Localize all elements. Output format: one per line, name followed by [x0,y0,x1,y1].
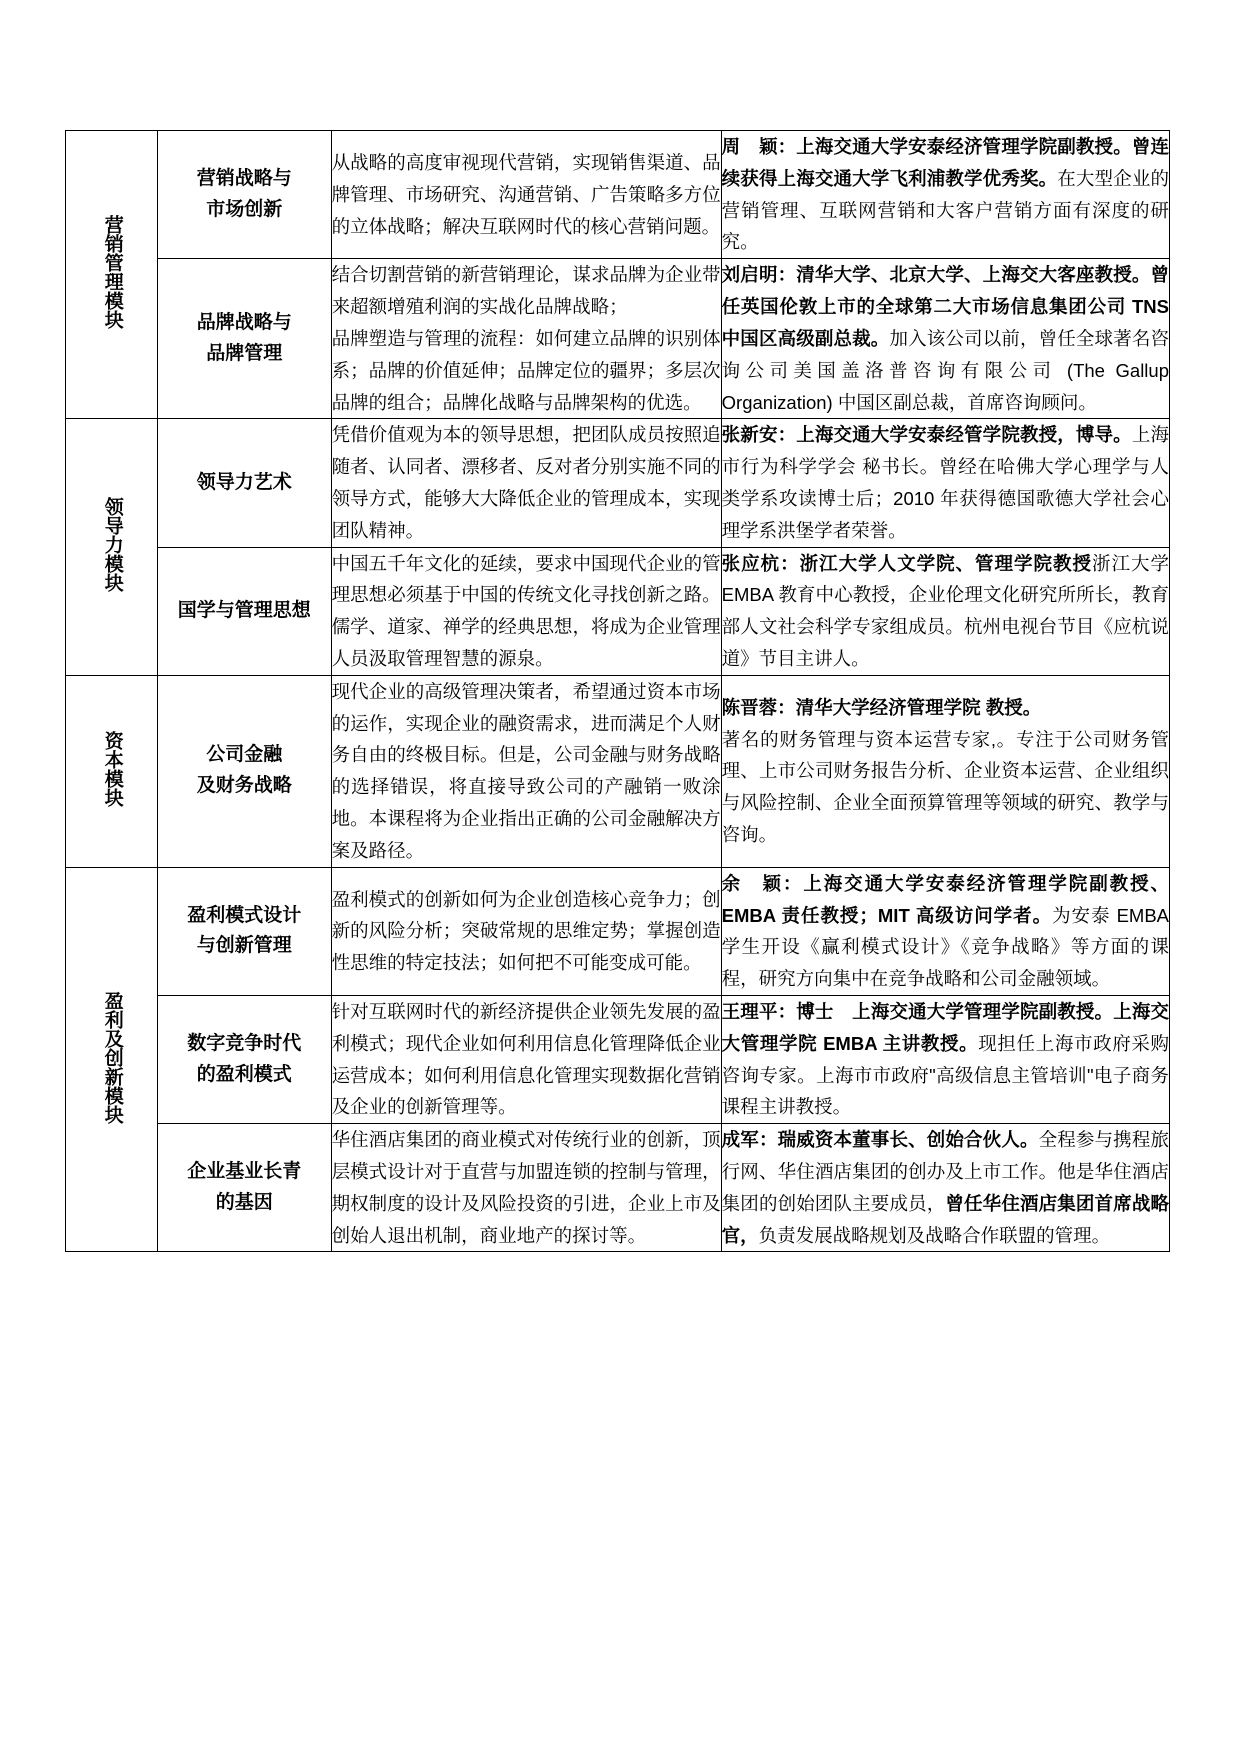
teacher-lead: 陈晋蓉：清华大学经济管理学院 教授。 [721,696,1042,718]
course-description: 结合切割营销的新营销理论，谋求品牌为企业带来超额增殖利润的实战化品牌战略； 品牌塑造与管理的流程：如何建立品牌的识别体系；品牌的价值延伸；品牌定位的疆界；多层次品牌的组合；品牌化战略与品牌架构的优选。 [331,264,721,413]
module-name-cell-leadership [66,419,158,676]
teacher-body-bold-2: 曾任华住酒店集团首席战略官， [721,1192,1169,1246]
table-row [66,1124,1170,1252]
teacher-body: 现担任上海市政府采购咨询专家。上海市市政府"高级信息主管培训"电子商务课程主讲教授。 [721,1032,1169,1118]
teacher-bio-cell [721,995,1169,1123]
teacher-body-part-2: 负责发展战略规划及战略合作联盟的管理。 [758,1224,1111,1246]
course-description: 从战略的高度审视现代营销，实现销售渠道、品牌管理、市场研究、沟通营销、广告策略多方位的立体战略；解决互联网时代的核心营销问题。 [331,151,721,237]
course-description-cell [331,1124,721,1252]
course-description-cell [331,547,721,675]
table-row [66,547,1170,675]
course-description-cell [331,259,721,419]
course-title-cell [157,867,331,995]
teacher-bio-cell [721,259,1169,419]
module-name-cell-profit [66,867,158,1252]
course-title: 领导力艺术 [196,471,292,493]
module-label: 资本模块 [101,730,123,807]
course-title-cell [157,1124,331,1252]
module-name-cell-capital [66,675,158,867]
course-title: 营销战略与 市场创新 [196,167,292,220]
course-description-cell [331,867,721,995]
module-name-cell-marketing [66,131,158,419]
teacher-lead: 成军：瑞威资本董事长、创始合伙人。 [721,1129,1039,1151]
course-title: 品牌战略与 品牌管理 [196,312,292,364]
module-label: 领导力模块 [101,497,123,593]
course-title-cell [157,547,331,675]
course-title-cell [157,131,331,259]
course-title: 企业基业长青 的基因 [187,1161,302,1213]
module-label: 营销管理模块 [101,215,123,330]
course-description-cell [331,995,721,1123]
teacher-body: 上海市行为科学学会 秘书长。曾经在哈佛大学心理学与人类学系攻读博士后；2010 年获得德国歌德大学社会心理学系洪堡学者荣誉。 [721,424,1169,541]
teacher-lead: 周 颖：上海交通大学安泰经济管理学院副教授。曾连续获得上海交通大学飞利浦教学优秀奖。 [721,136,1169,189]
course-title-cell [157,995,331,1123]
course-description: 针对互联网时代的新经济提供企业领先发展的盈利模式；现代企业如何利用信息化管理降低企业运营成本；如何利用信息化管理实现数据化营销及企业的创新管理等。 [331,1000,721,1118]
teacher-bio-cell [721,547,1169,675]
course-title-cell [157,419,331,547]
table-row [66,419,1170,547]
course-title: 盈利模式设计 与创新管理 [187,904,302,957]
teacher-lead: 王理平：博士 上海交通大学管理学院副教授。上海交大管理学院 EMBA 主讲教授。 [721,1000,1169,1054]
curriculum-table [65,130,1170,1252]
course-title: 公司金融 及财务战略 [196,744,292,797]
table-row [66,995,1170,1123]
course-description-cell [331,675,721,867]
table-row [66,867,1170,995]
module-label: 盈利及创新模块 [101,990,123,1124]
teacher-body: 为安泰 EMBA 学生开设《赢利模式设计》《竞争战略》等方面的课程，研究方向集中在竞争战略和公司金融领域。 [721,904,1169,990]
course-title: 国学与管理思想 [177,599,311,621]
teacher-bio-cell [721,1124,1169,1252]
course-description-cell [331,131,721,259]
teacher-bio-cell [721,419,1169,547]
teacher-bio-cell [721,867,1169,995]
course-title-cell [157,259,331,419]
teacher-lead: 张新安：上海交通大学安泰经管学院教授，博导。 [721,424,1132,446]
teacher-body: 在大型企业的营销管理、互联网营销和大客户营销方面有深度的研究。 [721,167,1169,253]
teacher-lead: 张应杭：浙江大学人文学院、管理学院教授 [721,552,1092,574]
course-description: 凭借价值观为本的领导思想，把团队成员按照追随者、认同者、漂移者、反对者分别实施不同的领导方式，能够大大降低企业的管理成本，实现团队精神。 [331,424,721,541]
course-description: 中国五千年文化的延续，要求中国现代企业的管理思想必须基于中国的传统文化寻找创新之路。儒学、道家、禅学的经典思想，将成为企业管理人员汲取管理智慧的源泉。 [331,552,721,669]
teacher-bio-cell [721,675,1169,867]
teacher-lead: 刘启明：清华大学、北京大学、上海交大客座教授。曾任英国伦敦上市的全球第二大市场信息集团公司 TNS 中国区高级副总裁。 [721,264,1169,349]
teacher-body: 加入该公司以前，曾任全球著名咨询公司美国盖洛普咨询有限公司 (The Gallup Organization) 中国区副总裁，首席咨询顾问。 [721,327,1169,413]
teacher-lead: 余 颖：上海交通大学安泰经济管理学院副教授、EMBA 责任教授；MIT 高级访问学者。 [721,872,1169,926]
course-description: 盈利模式的创新如何为企业创造核心竞争力；创新的风险分析；突破常规的思维定势；掌握创造性思维的特定技法；如何把不可能变成可能。 [331,888,721,974]
teacher-body: 著名的财务管理与资本运营专家,。专注于公司财务管理、上市公司财务报告分析、企业资本运营、企业组织与风险控制、企业全面预算管理等领域的研究、教学与咨询。 [721,728,1169,845]
course-description: 华住酒店集团的商业模式对传统行业的创新，顶层模式设计对于直营与加盟连锁的控制与管理，期权制度的设计及风险投资的引进，企业上市及创始人退出机制，商业地产的探讨等。 [331,1129,721,1246]
teacher-body-part-1: 全程参与携程旅行网、华住酒店集团的创办及上市工作。他是华住酒店集团的创始团队主要成员， [721,1129,1169,1214]
teacher-bio-cell [721,131,1169,259]
course-title-cell [157,675,331,867]
course-title: 数字竞争时代 的盈利模式 [187,1032,302,1085]
course-description-cell [331,419,721,547]
table-row [66,259,1170,419]
table-row [66,675,1170,867]
teacher-body: 浙江大学 EMBA 教育中心教授，企业伦理文化研究所所长，教育部人文社会科学专家组成员。杭州电视台节目《应杭说道》节目主讲人。 [721,552,1169,669]
table-body [66,131,1170,1252]
table-row [66,131,1170,259]
course-description: 现代企业的高级管理决策者，希望通过资本市场的运作，实现企业的融资需求，进而满足个人财务自由的终极目标。但是，公司金融与财务战略的选择错误，将直接导致公司的产融销一败涂地。本课程将为企业指出正确的公司金融解决方案及路径。 [331,680,721,861]
